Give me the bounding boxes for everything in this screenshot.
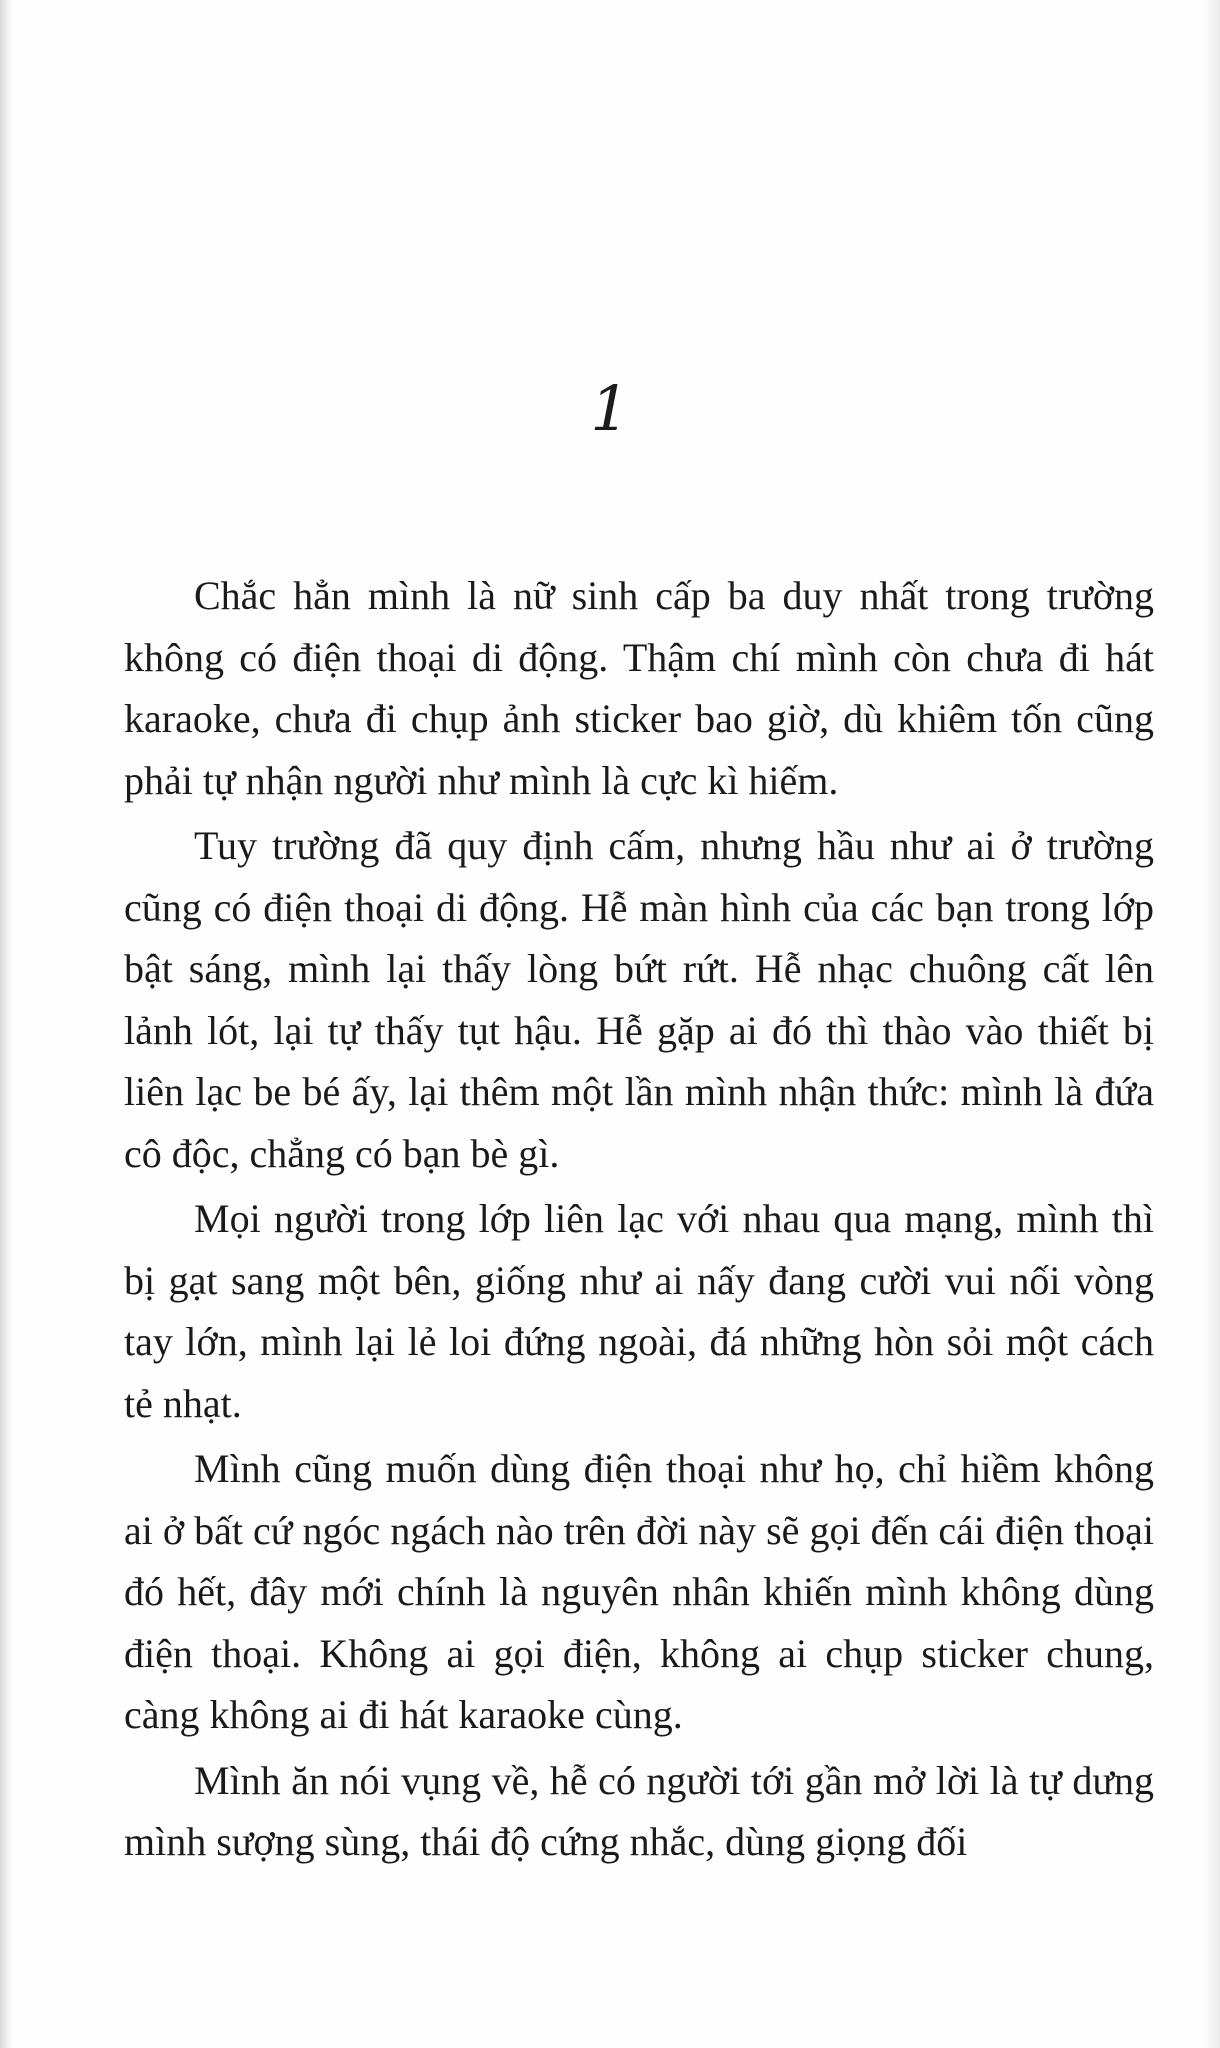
paragraph-3: Mọi người trong lớp liên lạc với nhau qua mạng, mình thì bị gạt sang một bên, giống như ai nấy đang cười vui nối vòng tay lớn, mình lại lẻ loi đứng ngoài, đá những hòn sỏi một cách tẻ nhạt.	[124, 1196, 1154, 1426]
paragraph-4: Mình cũng muốn dùng điện thoại như họ, chỉ hiềm không ai ở bất cứ ngóc ngách nào trên đời này sẽ gọi đến cái điện thoại đó hết, đây mới chính là nguyên nhân khiến mình không dùng điện thoại. Không ai gọi điện, không ai chụp sticker chung, càng không ai đi hát karaoke cùng.	[124, 1446, 1154, 1737]
page-edge-left	[0, 0, 14, 2048]
chapter-number: 1	[590, 372, 630, 445]
page-edge-right	[1200, 0, 1220, 2048]
paragraph-1: Chắc hẳn mình là nữ sinh cấp ba duy nhất trong trường không có điện thoại di động. Thậm chí mình còn chưa đi hát karaoke, chưa đi chụp ảnh sticker bao giờ, dù khiêm tốn cũng phải tự nhận người như mình là cực kì hiếm.	[124, 573, 1154, 803]
chapter-body	[124, 565, 1154, 1877]
paragraph-5: Mình ăn nói vụng về, hễ có người tới gần mở lời là tự dưng mình sượng sùng, thái độ cứng nhắc, dùng giọng đối	[124, 1757, 1154, 1864]
paragraph-2: Tuy trường đã quy định cấm, nhưng hầu như ai ở trường cũng có điện thoại di động. Hễ màn hình của các bạn trong lớp bật sáng, mình lại thấy lòng bứt rứt. Hễ nhạc chuông cất lên lảnh lót, lại tự thấy tụt hậu. Hễ gặp ai đó thì thào vào thiết bị liên lạc be bé ấy, lại thêm một lần mình nhận thức: mình là đứa cô độc, chẳng có bạn bè gì.	[124, 823, 1154, 1176]
